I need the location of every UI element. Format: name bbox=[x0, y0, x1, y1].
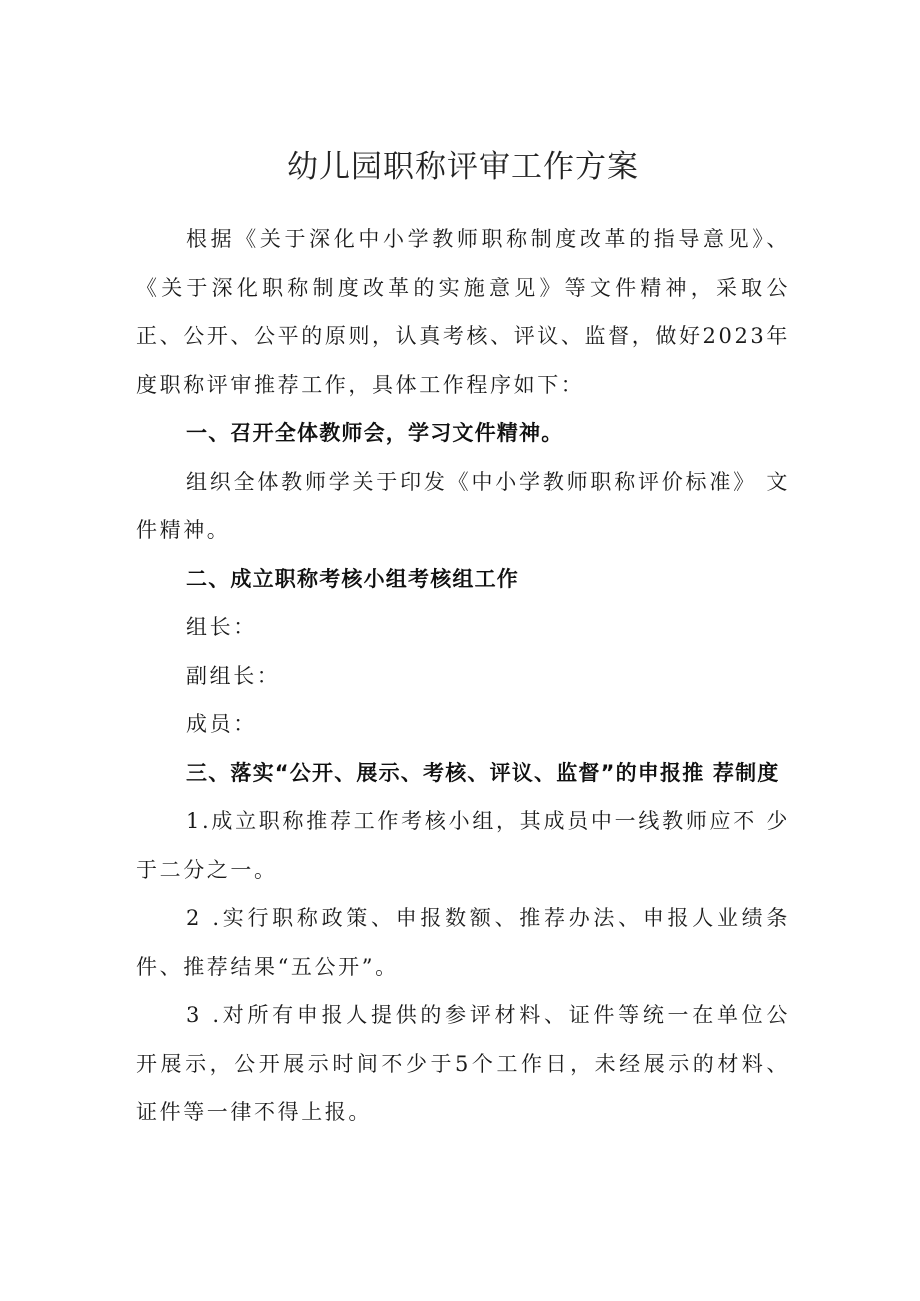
deputy-leader-line: 副组长： bbox=[186, 663, 281, 688]
section-3-item-1: 1.成立职称推荐工作考核小组，其成员中一线教师应不 少于二分之一。 bbox=[136, 809, 790, 882]
section-3-heading: 三、落实“公开、展示、考核、评议、监督”的申报推 荐制度 bbox=[186, 760, 780, 785]
members-line: 成员： bbox=[186, 712, 257, 736]
section-2-heading: 二、成立职称考核小组考核组工作 bbox=[186, 566, 519, 591]
section-1-paragraph: 组织全体教师学关于印发《中小学教师职称评价标准》 文件精神。 bbox=[136, 469, 790, 542]
document-title: 幼儿园职称评审工作方案 bbox=[287, 149, 639, 185]
section-3-item-2: 2 .实行职称政策、申报数额、推荐办法、申报人业绩条 件、推荐结果“五公开”。 bbox=[136, 906, 790, 979]
section-3-item-3: 3 .对所有申报人提供的参评材料、证件等统一在单位公 开展示，公开展示时间不少于5个工作日，未经展示的材料、 证件等一律不得上报。 bbox=[136, 1003, 790, 1124]
intro-paragraph: 根据《关于深化中小学教师职称制度改革的指导意见》、《关于深化职称制度改革的实施意见》等文件精神，采取公 正、公开、公平的原则，认真考核、评议、监督，做好2023年度职称评审推荐工作，具体工作程序如下： bbox=[136, 227, 790, 397]
section-1-heading: 一、召开全体教师会，学习文件精神。 bbox=[186, 421, 564, 445]
group-leader-line: 组长： bbox=[186, 615, 257, 639]
document-body bbox=[136, 215, 790, 1137]
